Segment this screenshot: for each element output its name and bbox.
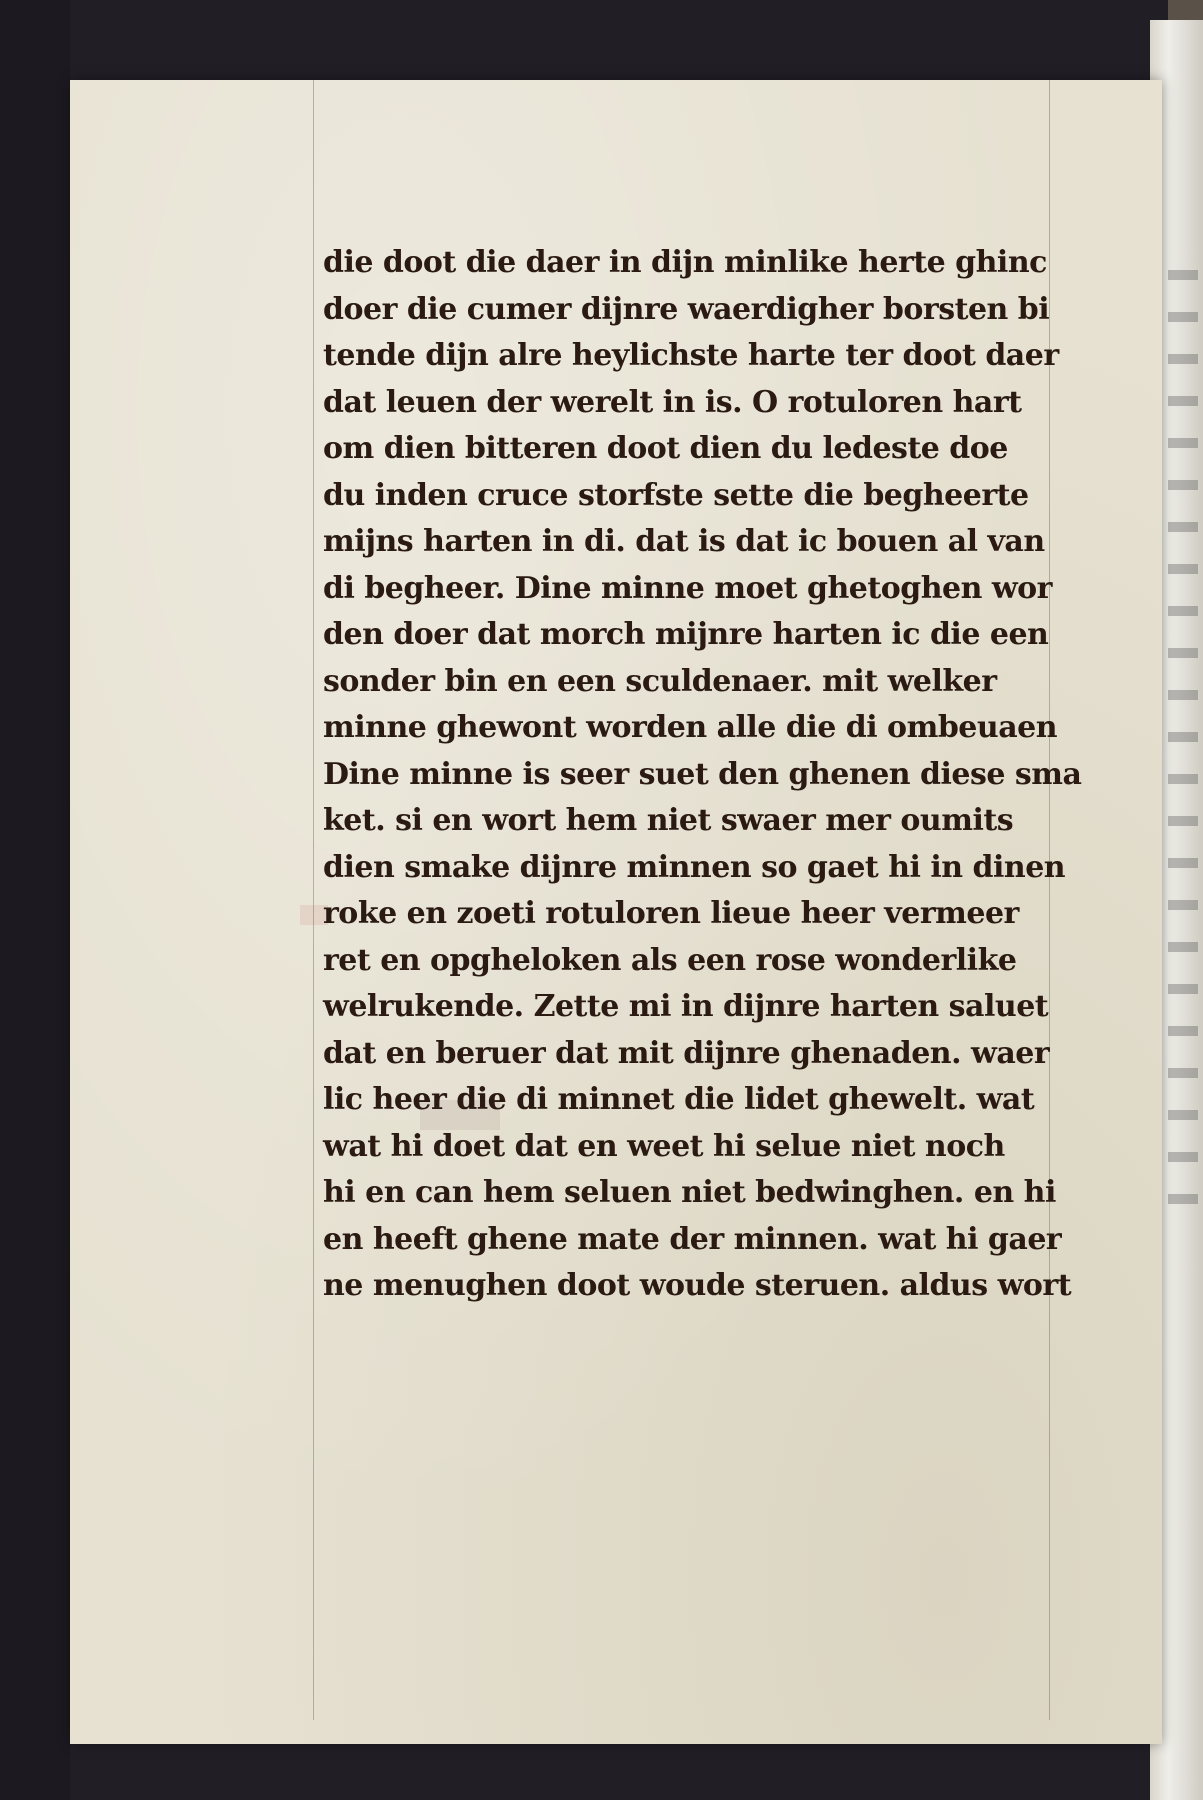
text-line: hi en can hem seluen niet bedwinghen. en hi (323, 1175, 1056, 1210)
text-line: tende dijn alre heylichste harte ter doot daer (323, 338, 1059, 373)
next-page-text-bleed (1168, 270, 1198, 1220)
text-line: sonder bin en een sculdenaer. mit welker (323, 663, 997, 699)
text-line: den doer dat morch mijnre harten ic die een (323, 617, 1049, 652)
text-line: wat hi doet dat en weet hi selue niet noch (323, 1128, 1005, 1164)
text-line: di begheer. Dine minne moet ghetoghen wor (323, 570, 1052, 606)
left-ruling-line (313, 80, 314, 1720)
text-line: Dine minne is seer suet den ghenen diese sma (323, 756, 1082, 792)
text-line: doer die cumer dijnre waerdigher borsten bi (323, 291, 1050, 327)
manuscript-text-block (323, 240, 1103, 1310)
text-line: dat en beruer dat mit dijnre ghenaden. waer (323, 1035, 1050, 1071)
dark-background (0, 0, 70, 1800)
text-line: ket. si en wort hem niet swaer mer oumits (323, 803, 1014, 838)
text-line: om dien bitteren doot dien du ledeste doe (323, 431, 1008, 466)
text-line: dien smake dijnre minnen so gaet hi in dinen (323, 849, 1066, 885)
text-line: ret en opgheloken als een rose wonderlike (323, 942, 1017, 978)
text-line: mijns harten in di. dat is dat ic bouen al van (323, 524, 1045, 559)
text-line: roke en zoeti rotuloren lieue heer vermeer (323, 896, 1019, 931)
text-line: die doot die daer in dijn minlike herte ghinc (323, 245, 1047, 280)
text-line: en heeft ghene mate der minnen. wat hi gaer (323, 1221, 1062, 1257)
text-line: welrukende. Zette mi in dijnre harten saluet (323, 989, 1049, 1024)
text-line: du inden cruce storfste sette die begheerte (323, 477, 1029, 513)
text-line: dat leuen der werelt in is. O rotuloren hart (323, 384, 1022, 420)
text-line: minne ghewont worden alle die di ombeuaen (323, 710, 1058, 745)
text-line: lic heer die di minnet die lidet ghewelt. wat (323, 1082, 1035, 1117)
text-line: ne menughen doot woude steruen. aldus wort (323, 1268, 1072, 1303)
